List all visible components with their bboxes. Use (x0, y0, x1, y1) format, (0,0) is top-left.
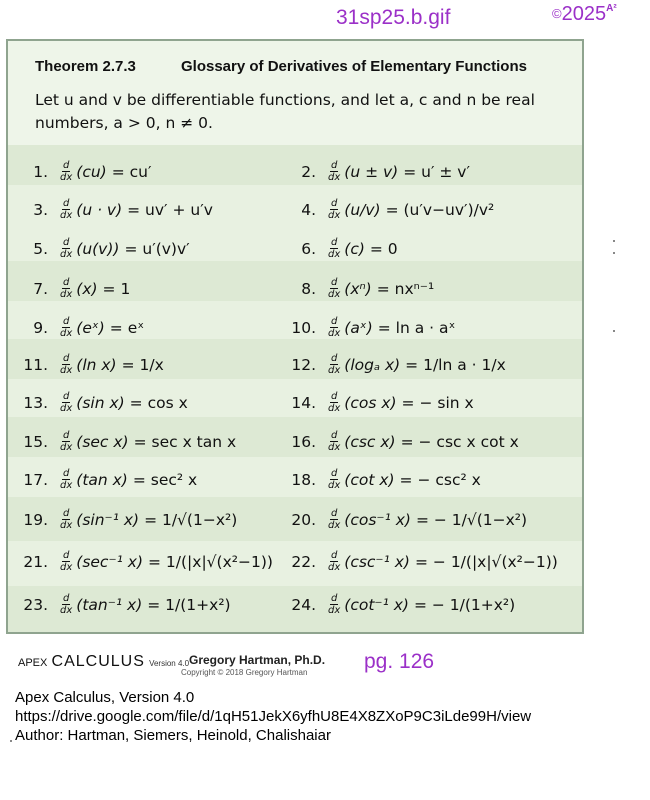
formula-rhs: = (u′v−uv′)/v² (385, 200, 495, 219)
d-dx-operator: $\frac{d}{dx}$ (60, 593, 73, 616)
d-dx-operator: $\frac{d}{dx}$ (328, 237, 341, 260)
derivative-formula (288, 198, 494, 221)
d-dx-operator: $\frac{d}{dx}$ (328, 508, 341, 531)
formula-number: 11. (23, 355, 48, 374)
derivative-formula (288, 430, 519, 453)
formula-rhs: = 1/√(1−x²) (144, 510, 238, 529)
source-authors: Author: Hartman, Siemers, Heinold, Chalishaiar (15, 727, 331, 744)
derivative-formula (20, 391, 188, 414)
formula-lhs: (cu) (76, 162, 107, 181)
copyright-line: Copyright © 2018 Gregory Hartman (181, 668, 308, 677)
formula-rhs: = uv′ + u′v (127, 200, 213, 219)
d-dx-operator: $\frac{d}{dx}$ (60, 508, 73, 531)
derivative-formula (20, 593, 231, 616)
d-dx-operator: $\frac{d}{dx}$ (328, 277, 341, 300)
d-dx-operator: $\frac{d}{dx}$ (328, 430, 341, 453)
formula-lhs: (u ± v) (344, 162, 399, 181)
formula-lhs: (csc x) (344, 432, 396, 451)
formula-number: 13. (23, 393, 48, 412)
d-dx-operator: $\frac{d}{dx}$ (60, 353, 73, 376)
source-title: Apex Calculus, Version 4.0 (15, 689, 195, 706)
scan-mark (10, 740, 12, 742)
derivative-formula (20, 277, 130, 300)
d-dx-operator: $\frac{d}{dx}$ (328, 198, 341, 221)
theorem-label: Theorem 2.7.3 (35, 58, 136, 75)
derivative-formula (20, 353, 164, 376)
year-label (552, 3, 617, 26)
derivative-formula (20, 550, 273, 573)
formula-number: 6. (301, 239, 316, 258)
formula-rhs: = cu′ (111, 162, 152, 181)
formula-rhs: = − sin x (401, 393, 474, 412)
derivative-formula (288, 550, 558, 573)
formula-rhs: = ln a · aˣ (377, 318, 456, 337)
derivative-formula (20, 316, 144, 339)
formula-lhs: (xⁿ) (344, 279, 372, 298)
d-dx-operator: $\frac{d}{dx}$ (328, 160, 341, 183)
formula-lhs: (x) (76, 279, 98, 298)
d-dx-operator: $\frac{d}{dx}$ (60, 277, 73, 300)
logo-prefix: APEX (18, 657, 48, 669)
formula-lhs: (aˣ) (344, 318, 373, 337)
logo-version: Version 4.0 (149, 659, 190, 668)
derivative-formula (288, 237, 398, 260)
formula-lhs: (cos⁻¹ x) (344, 510, 411, 529)
d-dx-operator: $\frac{d}{dx}$ (60, 160, 73, 183)
formula-lhs: (u · v) (76, 200, 123, 219)
formula-number: 5. (33, 239, 48, 258)
d-dx-operator: $\frac{d}{dx}$ (60, 550, 73, 573)
formula-number: 20. (291, 510, 316, 529)
formula-lhs: (tan x) (76, 470, 128, 489)
formula-rhs: = − csc² x (399, 470, 481, 489)
theorem-title: Glossary of Derivatives of Elementary Functions (181, 58, 527, 75)
formula-lhs: (u(v)) (76, 239, 120, 258)
formula-lhs: (tan⁻¹ x) (76, 595, 143, 614)
copyright-symbol: © (552, 6, 562, 21)
formula-lhs: (csc⁻¹ x) (344, 552, 410, 571)
formula-rhs: = 1/(1+x²) (147, 595, 231, 614)
scan-mark (613, 240, 615, 242)
formula-number: 14. (291, 393, 316, 412)
d-dx-operator: $\frac{d}{dx}$ (328, 593, 341, 616)
formula-number: 9. (33, 318, 48, 337)
author-name: Gregory Hartman, Ph.D. (189, 653, 326, 667)
formula-lhs: (u/v) (344, 200, 381, 219)
formula-rhs: = u′ ± v′ (403, 162, 470, 181)
derivative-formula (288, 277, 434, 300)
derivative-formula (20, 198, 213, 221)
formula-lhs: (logₐ x) (344, 355, 401, 374)
derivative-formula (288, 508, 527, 531)
formula-number: 4. (301, 200, 316, 219)
derivative-formula (20, 160, 152, 183)
formula-number: 23. (23, 595, 48, 614)
formula-number: 15. (23, 432, 48, 451)
derivative-formula (20, 468, 197, 491)
formula-lhs: (c) (344, 239, 365, 258)
formula-rhs: = 1 (102, 279, 131, 298)
d-dx-operator: $\frac{d}{dx}$ (328, 391, 341, 414)
formula-number: 7. (33, 279, 48, 298)
d-dx-operator: $\frac{d}{dx}$ (60, 391, 73, 414)
derivative-formula (20, 508, 237, 531)
formula-lhs: (sec x) (76, 432, 129, 451)
formula-lhs: (eˣ) (76, 318, 105, 337)
formula-number: 2. (301, 162, 316, 181)
logo-main: CALCULUS (51, 653, 145, 670)
formula-rhs: = − 1/(|x|√(x²−1)) (414, 552, 558, 571)
formula-number: 8. (301, 279, 316, 298)
scan-mark (613, 252, 615, 254)
d-dx-operator: $\frac{d}{dx}$ (328, 353, 341, 376)
derivative-formula (288, 160, 470, 183)
d-dx-operator: $\frac{d}{dx}$ (60, 198, 73, 221)
formula-rhs: = cos x (129, 393, 188, 412)
derivative-formula (20, 430, 236, 453)
d-dx-operator: $\frac{d}{dx}$ (328, 468, 341, 491)
filename-label: 31sp25.b.gif (336, 6, 451, 29)
formula-rhs: = sec x tan x (133, 432, 237, 451)
d-dx-operator: $\frac{d}{dx}$ (60, 316, 73, 339)
formula-number: 22. (291, 552, 316, 571)
derivative-formula (288, 353, 506, 376)
apex-calculus-logo (18, 653, 189, 671)
formula-rhs: = − 1/(1+x²) (413, 595, 516, 614)
formula-lhs: (cos x) (344, 393, 397, 412)
formula-rhs: = nxⁿ⁻¹ (376, 279, 435, 298)
intro-line-1: Let u and v be differentiable functions, and let a, c and n be real (35, 91, 535, 109)
formula-number: 16. (291, 432, 316, 451)
formula-rhs: = eˣ (109, 318, 145, 337)
intro-line-2: numbers, a > 0, n ≠ 0. (35, 114, 213, 132)
formula-lhs: (sin x) (76, 393, 125, 412)
derivative-formula (288, 391, 474, 414)
year-text: 2025 (561, 3, 607, 25)
formula-lhs: (ln x) (76, 355, 117, 374)
formula-lhs: (sin⁻¹ x) (76, 510, 140, 529)
formula-rhs: = − 1/√(1−x²) (415, 510, 528, 529)
theorem-box (6, 39, 584, 634)
formula-lhs: (cot⁻¹ x) (344, 595, 409, 614)
formula-rhs: = 1/ln a · 1/x (405, 355, 506, 374)
formula-number: 24. (291, 595, 316, 614)
formula-rhs: = 1/x (121, 355, 164, 374)
scan-mark (613, 330, 615, 332)
source-url[interactable]: https://drive.google.com/file/d/1qH51JekX6yfhU8E4X8ZXoP9C3iLde99H/view (15, 708, 532, 725)
d-dx-operator: $\frac{d}{dx}$ (60, 468, 73, 491)
a-squared-mark: A² (606, 3, 617, 14)
formula-number: 17. (23, 470, 48, 489)
derivative-formula (288, 593, 515, 616)
formula-rhs: = − csc x cot x (400, 432, 519, 451)
formula-lhs: (sec⁻¹ x) (76, 552, 143, 571)
formula-number: 21. (23, 552, 48, 571)
formula-rhs: = 1/(|x|√(x²−1)) (148, 552, 273, 571)
d-dx-operator: $\frac{d}{dx}$ (328, 550, 341, 573)
formula-rhs: = 0 (369, 239, 398, 258)
d-dx-operator: $\frac{d}{dx}$ (60, 430, 73, 453)
theorem-intro (35, 89, 565, 135)
d-dx-operator: $\frac{d}{dx}$ (60, 237, 73, 260)
derivative-formula (20, 237, 190, 260)
derivative-formula (288, 316, 455, 339)
formula-rhs: = u′(v)v′ (124, 239, 190, 258)
formula-number: 18. (291, 470, 316, 489)
formula-number: 1. (33, 162, 48, 181)
d-dx-operator: $\frac{d}{dx}$ (328, 316, 341, 339)
formula-lhs: (cot x) (344, 470, 395, 489)
formula-rhs: = sec² x (132, 470, 198, 489)
page-number: pg. 126 (364, 650, 435, 673)
formula-number: 12. (291, 355, 316, 374)
formula-number: 19. (23, 510, 48, 529)
formula-number: 10. (291, 318, 316, 337)
derivative-formula (288, 468, 481, 491)
formula-number: 3. (33, 200, 48, 219)
